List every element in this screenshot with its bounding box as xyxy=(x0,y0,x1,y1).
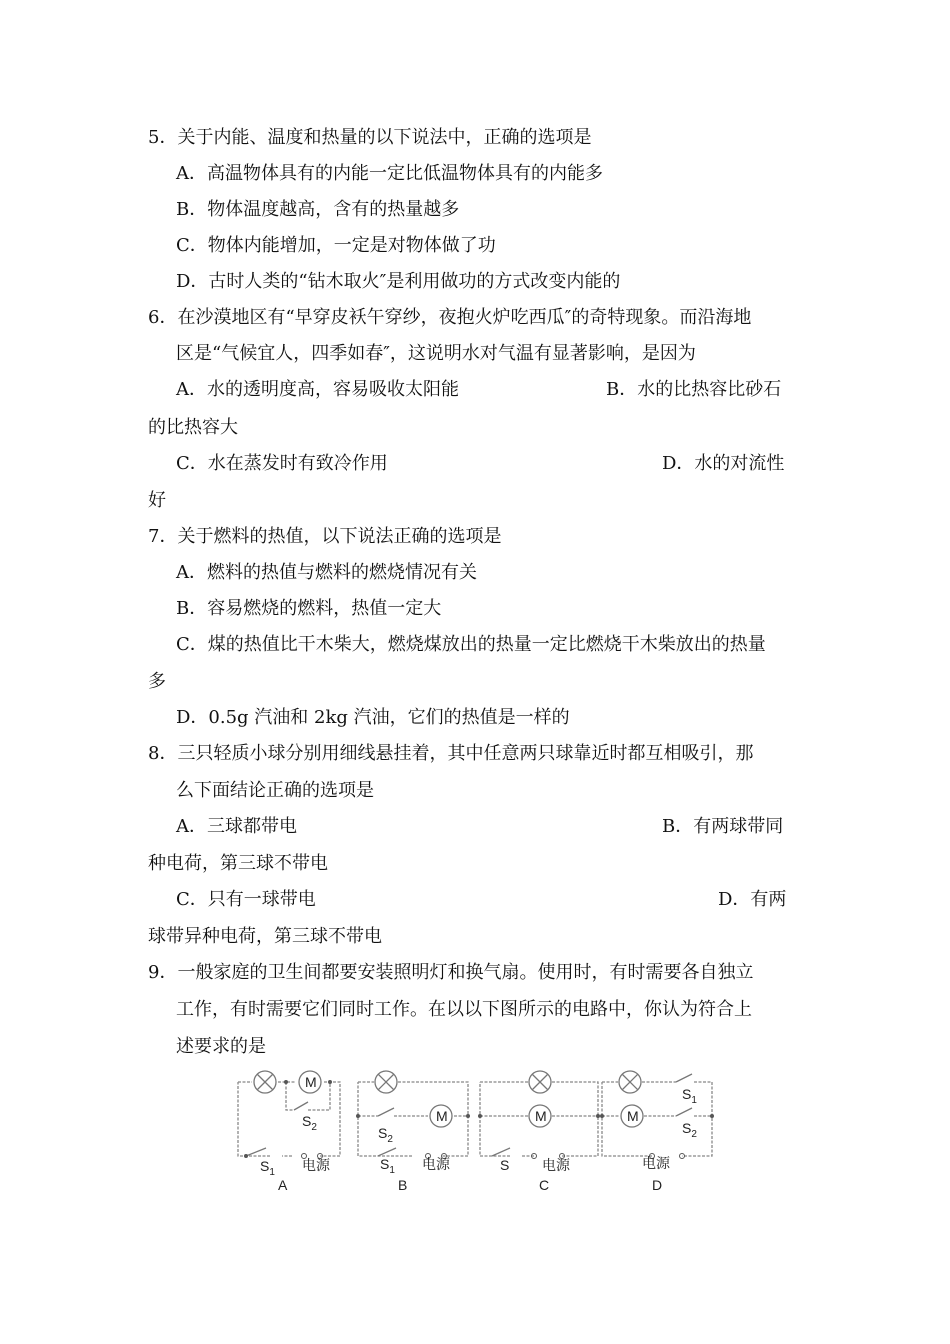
power-source-label: 电源 xyxy=(422,1156,450,1172)
q9-stem-line2: 工作，有时需要它们同时工作。在以以下图所示的电路中，你认为符合上 xyxy=(176,999,752,1020)
q8-option-d: D．有两 xyxy=(718,889,787,910)
circuit-d xyxy=(600,1071,714,1193)
q6-option-b-cont: 的比热容大 xyxy=(148,417,238,438)
switch-s1-icon xyxy=(676,1074,692,1082)
motor-label: M xyxy=(535,1108,547,1124)
q8-option-c: C．只有一球带电 xyxy=(176,889,316,910)
q7-option-b: B．容易燃烧的燃料，热值一定大 xyxy=(176,598,442,619)
q8-stem-line1: 8．三只轻质小球分别用细线悬挂着，其中任意两只球靠近时都互相吸引，那 xyxy=(148,743,754,764)
caption-c: C xyxy=(539,1177,550,1193)
switch-s2-label: $S_2$ xyxy=(378,1125,393,1145)
q6-stem-line2: 区是“气候宜人，四季如春″，这说明水对气温有显著影响，是因为 xyxy=(176,343,696,364)
q7-option-a: A．燃料的热值与燃料的燃烧情况有关 xyxy=(176,562,477,583)
q6-option-b: B．水的比热容比砂石 xyxy=(606,379,782,400)
lamp-cross xyxy=(257,1074,273,1090)
q5-option-c: C．物体内能增加，一定是对物体做了功 xyxy=(176,235,496,256)
q5-option-a: A．高温物体具有的内能一定比低温物体具有的内能多 xyxy=(176,163,603,184)
q6-option-c: C．水在蒸发时有致冷作用 xyxy=(176,453,388,474)
switch-s1-label: $S_1$ xyxy=(682,1086,697,1106)
switch-s1-label: $S_1$ xyxy=(260,1158,275,1178)
q8-stem-line2: 么下面结论正确的选项是 xyxy=(176,780,374,801)
switch-s1-icon xyxy=(378,1148,396,1156)
caption-a: A xyxy=(278,1177,288,1193)
lamp-cross xyxy=(378,1074,394,1090)
q7-stem: 7．关于燃料的热值，以下说法正确的选项是 xyxy=(148,526,502,547)
switch-s-label: S xyxy=(500,1157,510,1173)
power-source-label: 电源 xyxy=(642,1155,670,1171)
motor-label: M xyxy=(627,1108,639,1124)
q8-option-a: A．三球都带电 xyxy=(176,816,297,837)
motor-label: M xyxy=(436,1108,448,1124)
q6-stem-line1: 6．在沙漠地区有“早穿皮袄午穿纱，夜抱火炉吃西瓜″的奇特现象。而沿海地 xyxy=(148,307,752,328)
q8-option-b: B．有两球带同 xyxy=(662,816,784,837)
motor-label: M xyxy=(305,1074,317,1090)
q9-stem-line1: 9．一般家庭的卫生间都要安装照明灯和换气扇。使用时，有时需要各自独立 xyxy=(148,962,754,983)
switch-s-icon xyxy=(492,1148,510,1156)
circuit-b xyxy=(356,1071,470,1193)
switch-s2-label: $S_2$ xyxy=(302,1113,317,1133)
q7-option-c-cont: 多 xyxy=(148,671,166,692)
switch-s2-icon xyxy=(378,1108,394,1116)
circuit-a xyxy=(238,1071,340,1193)
lamp-cross xyxy=(532,1074,548,1090)
q5-stem: 5．关于内能、温度和热量的以下说法中，正确的选项是 xyxy=(148,127,592,148)
power-source-label: 电源 xyxy=(302,1157,330,1173)
q6-option-d-cont: 好 xyxy=(148,490,166,511)
power-source-label: 电源 xyxy=(542,1157,570,1173)
switch-s2-label: $S_2$ xyxy=(682,1120,697,1140)
circuit-c xyxy=(478,1071,600,1193)
circuit-diagrams-figure xyxy=(232,1064,722,1199)
caption-b: B xyxy=(398,1177,408,1193)
q5-option-d: D．古时人类的“钻木取火″是利用做功的方式改变内能的 xyxy=(176,271,621,292)
q6-option-d: D．水的对流性 xyxy=(662,453,785,474)
q7-option-c: C．煤的热值比干木柴大，燃烧煤放出的热量一定比燃烧干木柴放出的热量 xyxy=(176,634,766,655)
switch-s2-icon xyxy=(676,1108,692,1116)
switch-s2-icon xyxy=(294,1102,308,1110)
q5-option-b: B．物体温度越高，含有的热量越多 xyxy=(176,199,460,220)
lamp-cross xyxy=(622,1074,638,1090)
switch-s1-label: $S_1$ xyxy=(380,1156,395,1176)
q7-option-d: D．0.5g 汽油和 2kg 汽油，它们的热值是一样的 xyxy=(176,707,570,728)
q8-option-b-cont: 种电荷，第三球不带电 xyxy=(148,853,328,874)
switch-s1-icon xyxy=(246,1148,266,1156)
q8-option-d-cont: 球带异种电荷，第三球不带电 xyxy=(148,926,382,947)
q9-stem-line3: 述要求的是 xyxy=(176,1036,266,1057)
caption-d: D xyxy=(652,1177,663,1193)
q6-option-a: A．水的透明度高，容易吸收太阳能 xyxy=(176,379,459,400)
